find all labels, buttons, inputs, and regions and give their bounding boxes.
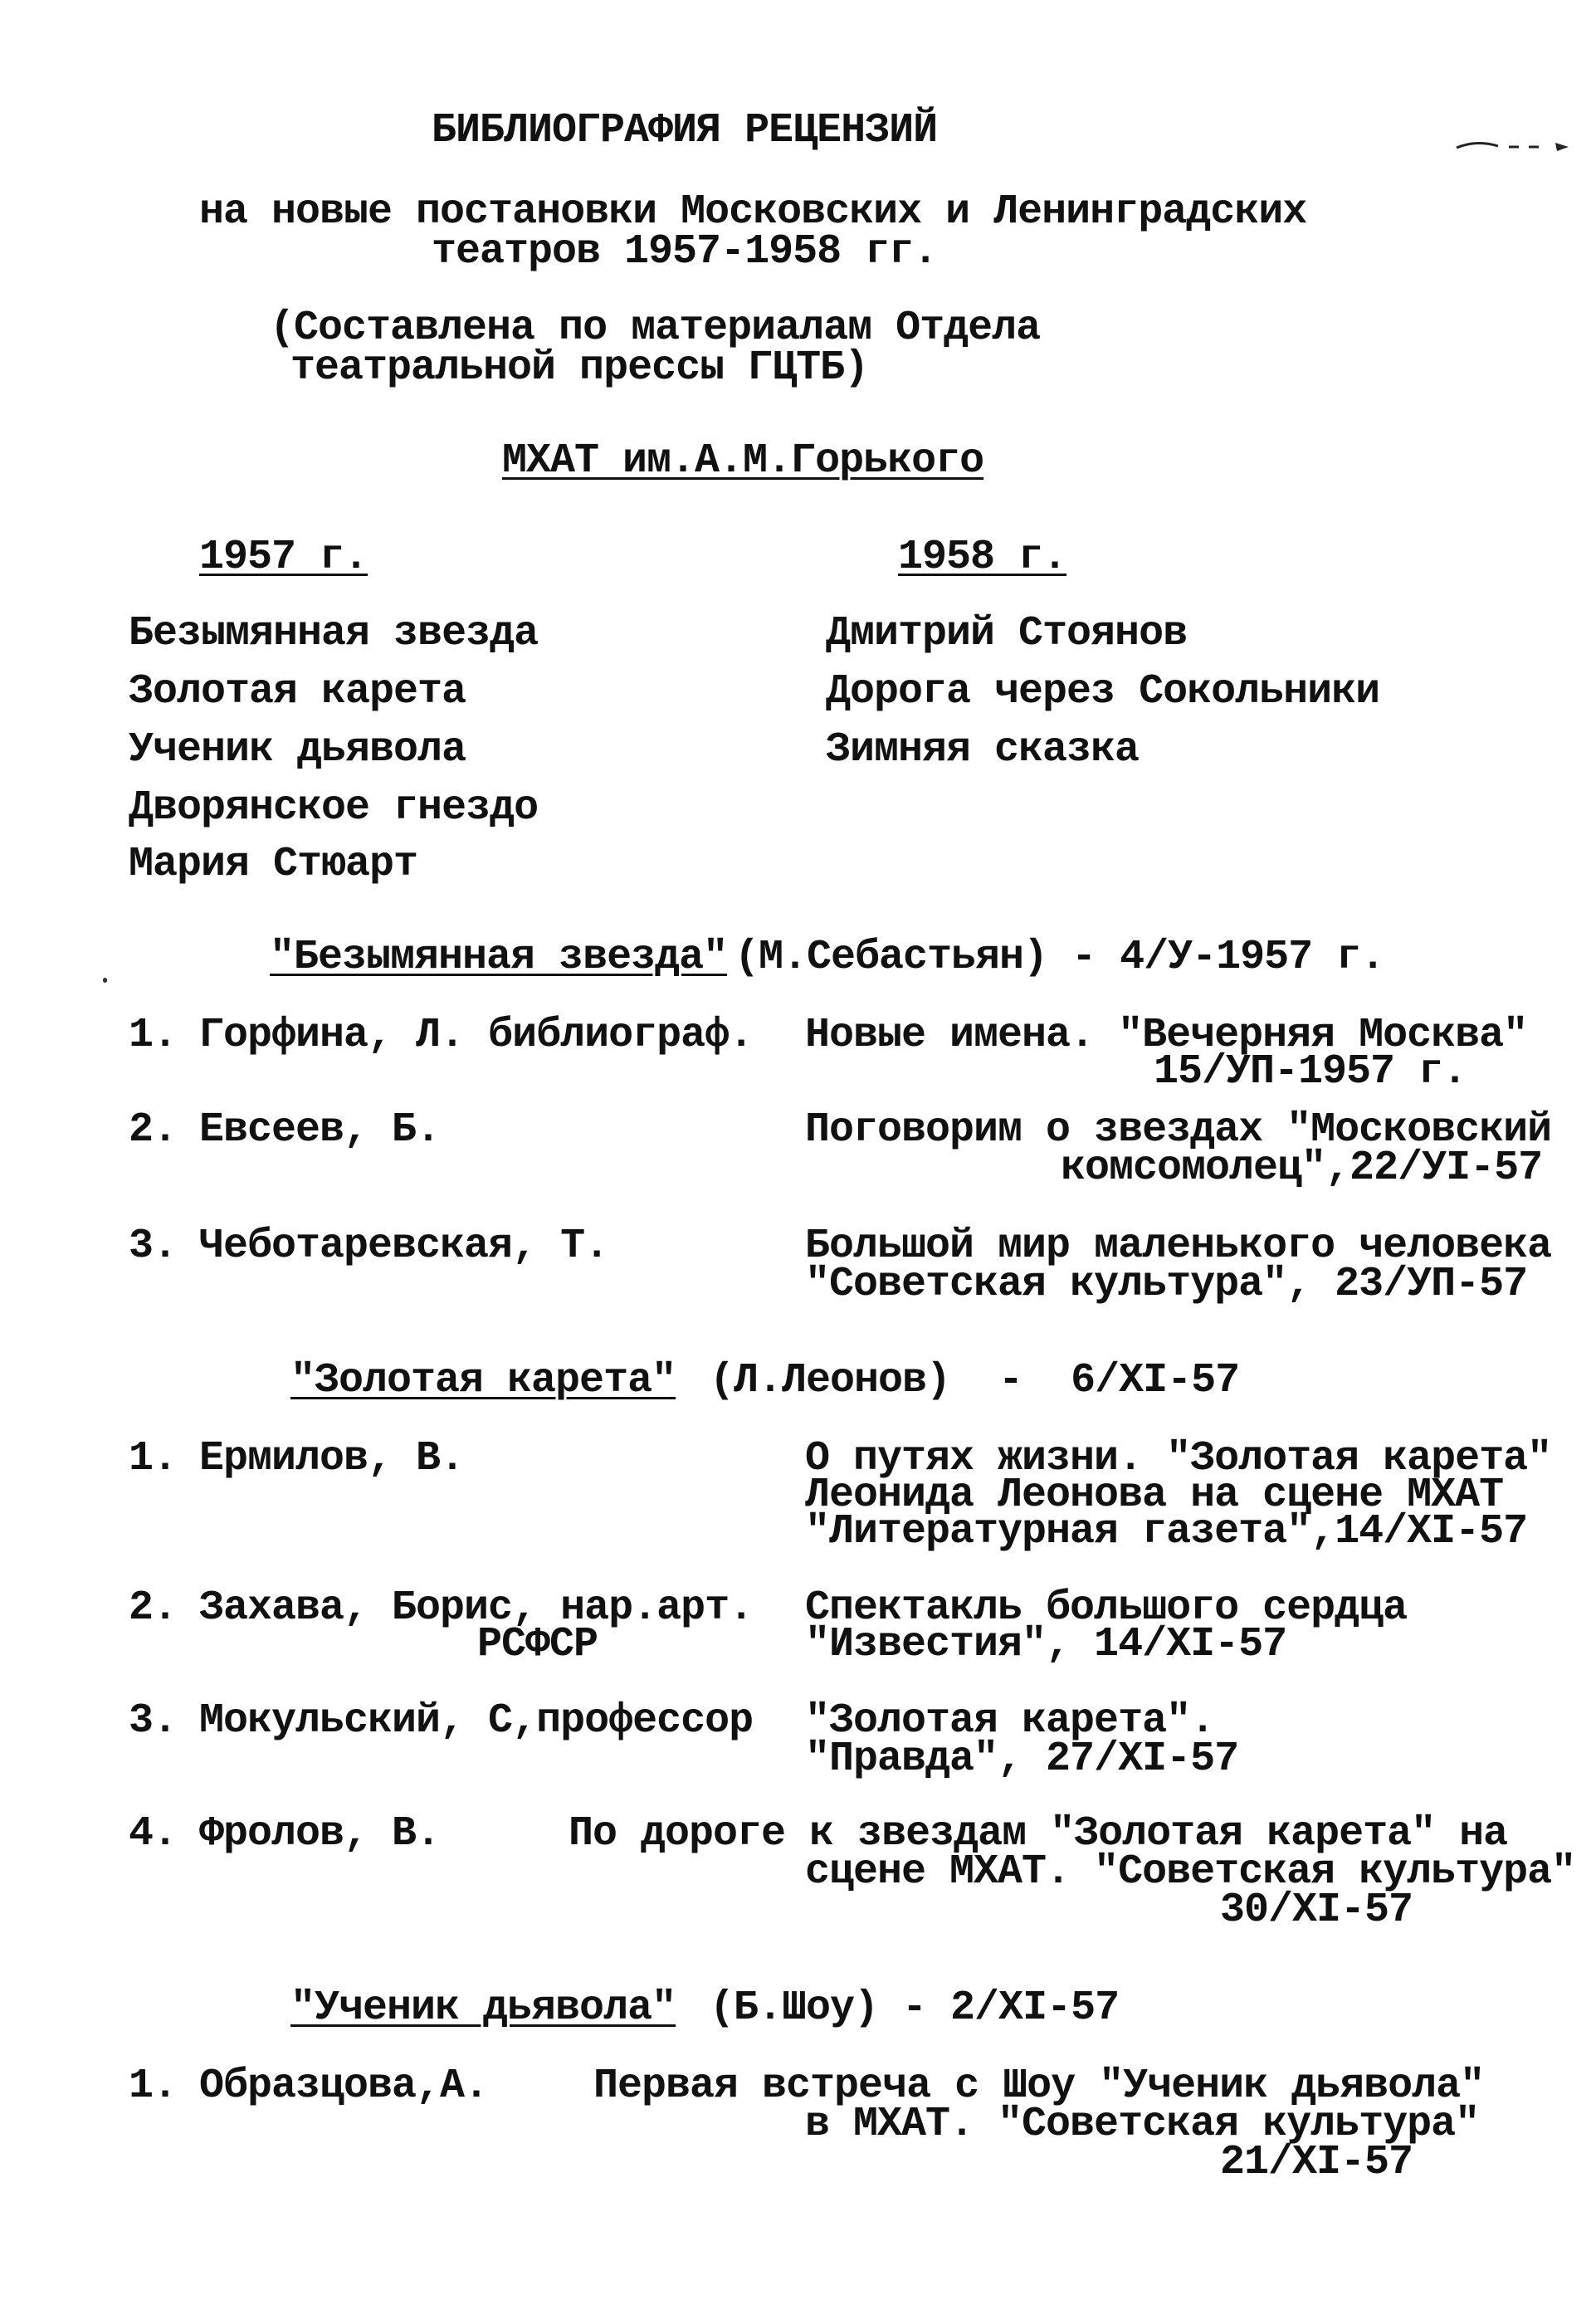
entry-number: 1. [129,1435,178,1482]
entry-number: 3. [129,1223,178,1270]
section-title: "Ученик дьявола" [290,1985,676,2032]
repertoire-item: Дворянское гнездо [129,784,539,832]
entry-citation-line: "Советская культура", 23/УП-57 [805,1261,1528,1308]
entry-citation-line: 30/XI-57 [1220,1887,1413,1934]
theatre-heading: МХАТ им.А.М.Горького [502,437,984,485]
entry-citation-line: Леонида Леонова на сцене МХАТ [805,1472,1504,1519]
entry-number: 3. [129,1697,178,1745]
entry-author: Евсеев, Б. [199,1106,441,1154]
entry-citation-line: Первая встреча с Шоу "Ученик дьявола" [593,2063,1485,2110]
year-1957-heading: 1957 г. [199,534,368,581]
section-info: (Б.Шоу) - 2/XI-57 [710,1985,1120,2032]
entry-citation-line: "Золотая карета". [805,1697,1215,1745]
entry-citation-line: сцене МХАТ. "Советская культура" [805,1848,1576,1896]
entry-number: 2. [129,1584,178,1632]
entry-citation-line: в МХАТ. "Советская культура" [805,2101,1480,2148]
entry-author: Фролов, В. [199,1810,441,1858]
entry-citation-line: Поговорим о звездах "Московский [805,1106,1552,1154]
entry-citation-line: комсомолец",22/УI-57 [1061,1145,1543,1192]
subtitle-line-2: театров 1957-1958 гг. [432,228,938,276]
entry-author: Чеботаревская, Т. [199,1223,609,1270]
entry-author: Ермилов, В. [199,1435,465,1482]
entry-author: Мокульский, С,профессор [199,1697,754,1745]
entry-citation-line: "Правда", 27/XI-57 [805,1736,1239,1783]
entry-citation-line: Новые имена. "Вечерняя Москва" [805,1012,1528,1059]
document-title: БИБЛИОГРАФИЯ РЕЦЕНЗИЙ [432,107,938,154]
entry-author: Горфина, Л. библиограф. [199,1012,754,1059]
section-info: (Л.Леонов) - 6/XI-57 [710,1357,1240,1404]
entry-number: 2. [129,1106,178,1154]
entry-number: 4. [129,1810,178,1858]
compiled-line-2: театральной прессы ГЦТБ) [290,344,869,392]
repertoire-item: Ученик дьявола [129,726,466,774]
entry-citation-line: "Известия", 14/XI-57 [805,1621,1287,1668]
entry-citation-line: 15/УП-1957 г. [1154,1048,1467,1096]
entry-citation-line: Спектакль большого сердца [805,1584,1408,1632]
entry-citation-line: По дороге к звездам "Золотая карета" на [569,1810,1508,1858]
year-1958-heading: 1958 г. [898,534,1067,581]
entry-citation-line: 21/XI-57 [1220,2139,1413,2186]
margin-mark [1452,133,1577,166]
repertoire-item: Мария Стюарт [129,841,418,888]
entry-citation-line: Большой мир маленького человека [805,1223,1552,1270]
repertoire-item: Золотая карета [129,668,466,715]
repertoire-item: Зимняя сказка [826,726,1140,774]
entry-number: 1. [129,2063,178,2110]
section-title: "Золотая карета" [290,1357,676,1404]
subtitle-line-1: на новые постановки Московских и Ленинградских [199,188,1307,236]
repertoire-item: Дмитрий Стоянов [826,610,1188,657]
margin-dot [103,978,107,983]
section-info: (М.Себастьян) - 4/У-1957 г. [735,934,1385,981]
entry-citation-line: О путях жизни. "Золотая карета" [805,1435,1552,1482]
entry-number: 1. [129,1012,178,1059]
repertoire-item: Дорога через Сокольники [826,668,1380,715]
section-title: "Безымянная звезда" [270,934,728,981]
entry-citation-line: "Литературная газета",14/XI-57 [805,1508,1528,1555]
entry-author: Захава, Борис, нар.арт. [199,1584,754,1632]
compiled-line-1: (Составлена по материалам Отдела [270,305,1041,352]
repertoire-item: Безымянная звезда [129,610,539,657]
entry-author-continued: РСФСР [477,1621,598,1668]
entry-author: Образцова,А. [199,2063,489,2110]
